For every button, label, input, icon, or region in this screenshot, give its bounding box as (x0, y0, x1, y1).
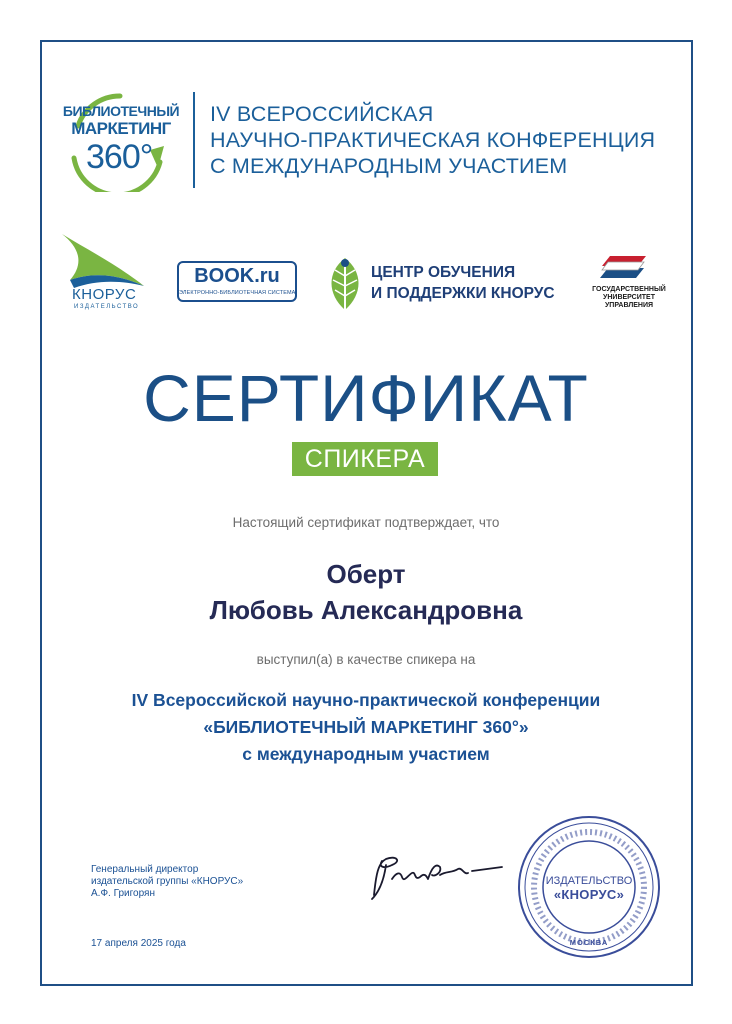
publisher-stamp (514, 812, 664, 962)
university-line2: УНИВЕРСИТЕТ (603, 294, 655, 301)
korus-subtitle: ИЗДАТЕЛЬСТВО (74, 304, 140, 310)
university-book-icon (584, 250, 674, 284)
recipient-given-names: Любовь Александровна (209, 595, 523, 625)
bookru-logo (177, 261, 297, 302)
university-logo (584, 250, 674, 316)
role-text: выступил(а) в качестве спикера на (256, 652, 476, 667)
recipient-surname: Оберт (326, 559, 406, 589)
university-line3: УПРАВЛЕНИЯ (604, 302, 654, 309)
conference-name (0, 687, 732, 768)
training-center-line1: ЦЕНТР ОБУЧЕНИЯ (371, 264, 516, 281)
training-center-line2: И ПОДДЕРЖКИ КНОРУС (371, 285, 555, 302)
conference-name-line: «БИБЛИОТЕЧНЫЙ МАРКЕТИНГ 360°» (203, 717, 529, 737)
logo-line1: БИБЛИОТЕЧНЫЙ (62, 103, 180, 119)
issue-date: 17 апреля 2025 года (91, 938, 186, 949)
conference-title-line: НАУЧНО-ПРАКТИЧЕСКАЯ КОНФЕРЕНЦИЯ (210, 128, 656, 152)
korus-name: КНОРУС (72, 286, 137, 303)
bookru-name: BOOK.ru (194, 265, 280, 287)
stamp-line1: ИЗДАТЕЛЬСТВО (545, 875, 633, 887)
conference-name-line: IV Всероссийской научно-практической конференции (131, 690, 601, 710)
conference-title (210, 101, 680, 179)
korus-logo (58, 230, 150, 314)
signature-image (362, 845, 512, 905)
logo-line2: МАРКЕТИНГ (71, 119, 171, 138)
bookru-subtitle: ЭЛЕКТРОННО-БИБЛИОТЕЧНАЯ СИСТЕМА (179, 290, 296, 296)
certificate-title: СЕРТИФИКАТ (143, 361, 589, 435)
leaf-icon (325, 254, 365, 314)
header-divider (193, 92, 195, 188)
conference-title-line: IV ВСЕРОССИЙСКАЯ (210, 102, 434, 126)
certificate-subtitle-badge: СПИКЕРА (292, 442, 438, 476)
recipient-name (0, 556, 732, 628)
conference-logo (60, 88, 182, 192)
logo-number: 360° (86, 138, 153, 176)
confirm-text: Настоящий сертификат подтверждает, что (232, 515, 500, 530)
director-name: А.Ф. Григорян (91, 888, 155, 899)
director-block (91, 864, 243, 900)
korus-sail-icon (58, 230, 150, 290)
stamp-line2: «КНОРУС» (553, 887, 625, 902)
director-org: издательской группы «КНОРУС» (91, 876, 244, 887)
conference-title-line: С МЕЖДУНАРОДНЫМ УЧАСТИЕМ (210, 154, 568, 178)
training-center-logo (325, 254, 575, 314)
director-title: Генеральный директор (91, 864, 199, 875)
university-line1: ГОСУДАРСТВЕННЫЙ (592, 286, 666, 293)
conference-name-line: с международным участием (242, 744, 490, 764)
stamp-city: МОСКВА (569, 938, 609, 947)
